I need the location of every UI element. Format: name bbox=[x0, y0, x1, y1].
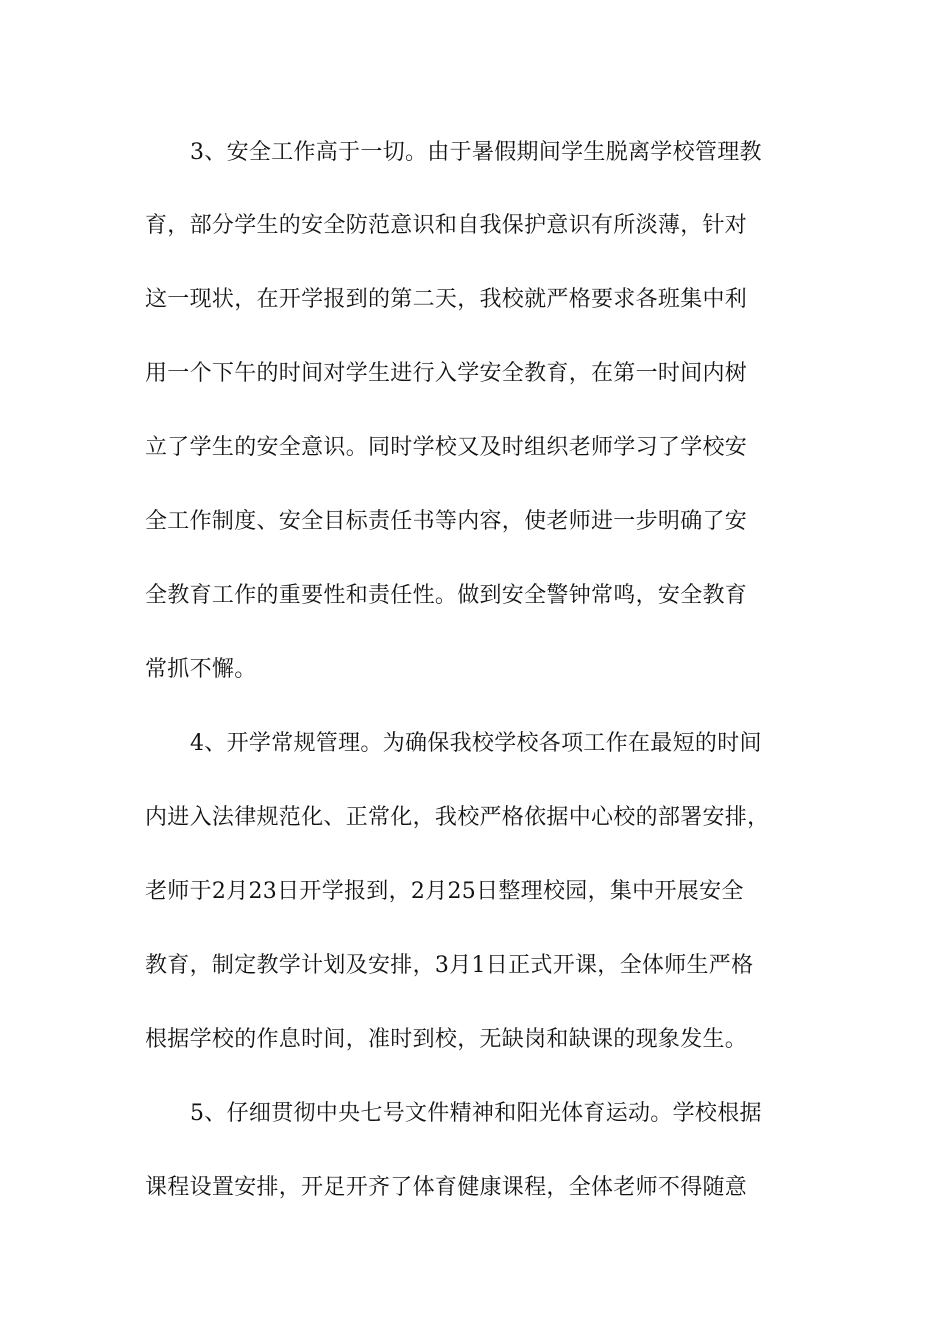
paragraph-4-line-4: 教育，制定教学计划及安排，3月1日正式开课，全体师生严格 bbox=[145, 953, 754, 978]
paragraph-3-line-5: 立了学生的安全意识。同时学校又及时组织老师学习了学校安 bbox=[145, 435, 748, 460]
paragraph-5-line-2: 课程设置安排，开足开齐了体育健康课程，全体老师不得随意 bbox=[145, 1175, 748, 1200]
paragraph-4-line-2: 内进入法律规范化、正常化，我校严格依据中心校的部署安排， bbox=[145, 805, 770, 830]
paragraph-5-line-1: 5、仔细贯彻中央七号文件精神和阳光体育运动。学校根据 bbox=[190, 1101, 762, 1126]
paragraph-3-line-3: 这一现状，在开学报到的第二天，我校就严格要求各班集中利 bbox=[145, 287, 748, 312]
paragraph-3-line-6: 全工作制度、安全目标责任书等内容，使老师进一步明确了安 bbox=[145, 509, 748, 534]
paragraph-3-line-7: 全教育工作的重要性和责任性。做到安全警钟常鸣，安全教育 bbox=[145, 583, 748, 608]
paragraph-3-line-1: 3、安全工作高于一切。由于暑假期间学生脱离学校管理教 bbox=[190, 140, 762, 165]
paragraph-4-line-1: 4、开学常规管理。为确保我校学校各项工作在最短的时间 bbox=[190, 731, 762, 756]
paragraph-3-line-8: 常抓不懈。 bbox=[145, 657, 257, 682]
paragraph-4-line-3: 老师于2月23日开学报到，2月25日整理校园，集中开展安全 bbox=[145, 879, 744, 904]
paragraph-3-line-2: 育，部分学生的安全防范意识和自我保护意识有所淡薄，针对 bbox=[145, 213, 748, 238]
paragraph-4-line-5: 根据学校的作息时间，准时到校，无缺岗和缺课的现象发生。 bbox=[145, 1027, 748, 1052]
paragraph-3-line-4: 用一个下午的时间对学生进行入学安全教育，在第一时间内树 bbox=[145, 361, 748, 386]
